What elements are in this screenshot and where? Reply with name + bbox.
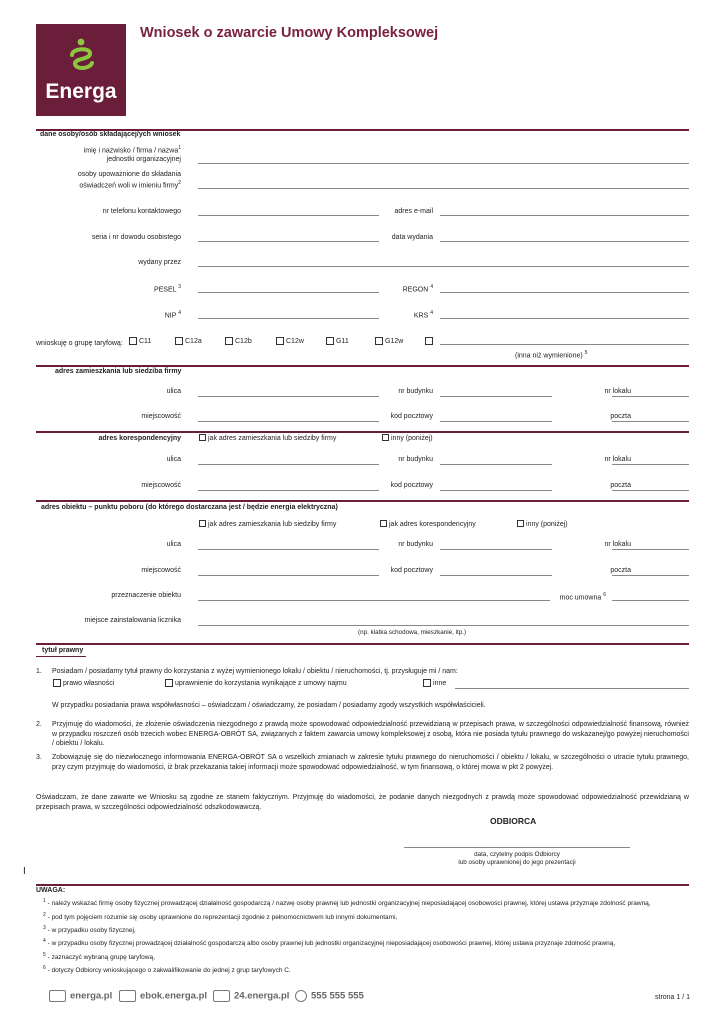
signature-field[interactable] — [404, 847, 630, 848]
power-label: moc umowna $^6$ — [559, 592, 606, 602]
note-item: $^3$ - w przypadku osoby fizycznej, — [43, 925, 136, 935]
section-correspondence: adres korespondencyjny — [98, 435, 181, 442]
issue-date-field[interactable] — [440, 241, 689, 242]
tariff-other-field[interactable] — [440, 344, 689, 345]
24h-icon — [213, 990, 230, 1002]
checkbox-icon[interactable] — [380, 520, 387, 527]
corr-postcode-field[interactable] — [440, 490, 552, 491]
krs-field[interactable] — [440, 318, 689, 319]
city-label: miejscowość — [141, 413, 181, 420]
tariff-label: wnioskuję o grupę taryfową: — [36, 340, 123, 347]
section-rule — [36, 129, 689, 131]
flat-label: nr lokalu — [604, 388, 631, 395]
section-applicant: dane osoby/osób składającej/ych wniosek — [40, 131, 181, 138]
name-label: imię i nazwisko / firma / nazwa$^1$ jednostki organizacyjnej — [83, 145, 181, 164]
nip-label: NIP $^4$ — [164, 310, 181, 320]
tariff-option-other[interactable] — [425, 337, 435, 346]
regon-label: REGON $^4$ — [402, 284, 433, 294]
tariff-option-c11[interactable]: C11 — [129, 337, 151, 346]
section-rule — [36, 431, 689, 433]
corr-post-label: poczta — [610, 482, 631, 489]
issued-by-label: wydany przez — [138, 259, 181, 266]
corr-opt-other[interactable]: inny (poniżej) — [382, 434, 433, 443]
note-item: $^4$ - w przypadku osoby fizycznej prowadzącej działalność gospodarczą albo osoby prawnej lub jednostki organizacyjnej nieposiadającej osobowości prawnej, której ustawa przyznaje zdolność prawną, — [43, 938, 616, 948]
building-label: nr budynku — [398, 388, 433, 395]
tariff-option-c12b[interactable]: C12b — [225, 337, 252, 346]
obj-postcode-label: kod pocztowy — [390, 567, 433, 574]
checkbox-icon[interactable] — [382, 434, 389, 441]
obj-city-label: miejscowość — [141, 567, 181, 574]
checkbox-icon[interactable] — [517, 520, 524, 527]
signature-caption: data, czytelny podpis Odbiorcy lub osoby uprawnionej do jego prezentacji — [458, 851, 576, 866]
obj-post-label: poczta — [610, 567, 631, 574]
footer-link-www[interactable]: energa.pl — [49, 990, 112, 1002]
obj-opt-same[interactable]: jak adres zamieszkania lub siedziby firmy — [199, 520, 336, 529]
obj-street-field[interactable] — [198, 549, 379, 550]
building-field[interactable] — [440, 396, 552, 397]
phone-field[interactable] — [198, 215, 379, 216]
email-field[interactable] — [440, 215, 689, 216]
postcode-label: kod pocztowy — [390, 413, 433, 420]
pesel-field[interactable] — [198, 292, 379, 293]
tariff-option-g11[interactable]: G11 — [326, 337, 349, 346]
flat-field[interactable] — [612, 396, 689, 397]
section-rule — [36, 884, 689, 886]
coowner-statement: W przypadku posiadania prawa współwłasności – oświadczam / oświadczamy, że posiadam / posiadamy zgody wszystkich współwłaścicieli. — [52, 702, 486, 709]
krs-label: KRS $^4$ — [413, 310, 433, 320]
item-3-text: Zobowiązuję się do niezwłocznego informowania ENERGA-OBRÓT SA o wszelkich zmianach w zakresie tytułu prawnego do nieruchomości / obiektu / lokalu, w szczególności o utracie tytułu prawnego, przy czym przyjmuję do wiadomości, iż brak przekazania takiej informacji może spowodować odpowiedzialność, w tym finansową, o której mowa w pkt 2 powyżej. — [52, 754, 689, 771]
checkbox-icon[interactable] — [199, 520, 206, 527]
corr-postcode-label: kod pocztowy — [390, 482, 433, 489]
email-label: adres e-mail — [394, 208, 433, 215]
obj-opt-other[interactable]: inny (poniżej) — [517, 520, 568, 529]
obj-post-field[interactable] — [612, 575, 689, 576]
recipient-heading: ODBIORCA — [490, 816, 537, 826]
notes-list — [43, 896, 689, 976]
section-rule — [36, 365, 689, 367]
tariff-option-c12w[interactable]: C12w — [276, 337, 304, 346]
corr-building-field[interactable] — [440, 464, 552, 465]
section-rule — [36, 500, 689, 502]
name-field[interactable] — [198, 163, 689, 164]
obj-building-label: nr budynku — [398, 541, 433, 548]
side-mark: I — [23, 866, 26, 877]
right-other-field[interactable] — [455, 688, 689, 689]
checkbox-icon[interactable] — [326, 337, 334, 345]
footer-link-ebok[interactable]: ebok.energa.pl — [119, 990, 207, 1002]
power-field[interactable] — [612, 600, 689, 601]
note-item: $^1$ - należy wskazać firmę osoby fizycznej prowadzącej działalność gospodarczą / nazwę osoby prawnej lub jednostki organizacyjnej nieposiadającej osobowości prawnej, której ustawa przyznaje zdolność prawną, — [43, 898, 651, 908]
meter-place-field[interactable] — [198, 625, 689, 626]
section-object: adres obiektu – punktu poboru (do którego dostarczana jest / będzie energia elektryczna) — [41, 504, 338, 511]
pesel-label: PESEL $^3$ — [153, 284, 181, 294]
note-item: $^5$ - zaznaczyć wybraną grupę taryfową, — [43, 951, 155, 961]
purpose-field[interactable] — [198, 600, 550, 601]
www-icon — [49, 990, 66, 1002]
corr-city-field[interactable] — [198, 490, 379, 491]
corr-street-label: ulica — [166, 456, 181, 463]
checkbox-icon[interactable] — [165, 679, 173, 687]
section-rule — [36, 656, 86, 657]
purpose-label: przeznaczenie obiektu — [111, 592, 181, 599]
item-2-text: Przyjmuję do wiadomości, że złożenie oświadczenia niezgodnego z prawdą może spowodować odpowiedzialność przewidzianą w przepisach prawa, w szczególności odpowiedzialność finansową, również w przypadku roszczeń osób trzecich wobec ENERGA-OBRÓT SA, związanych z faktem zawarcia umowy kompleksowej z osobą, która nie posiada tytułu prawnego do wskazanej/go powyżej nieruchomości / obiektu / lokalu. — [52, 721, 689, 747]
street-field[interactable] — [198, 396, 379, 397]
checkbox-icon[interactable] — [129, 337, 137, 345]
checkbox-icon[interactable] — [425, 337, 433, 345]
obj-street-label: ulica — [166, 541, 181, 548]
corr-post-field[interactable] — [612, 490, 689, 491]
footer-link-24[interactable]: 24.energa.pl — [213, 990, 289, 1002]
city-field[interactable] — [198, 421, 379, 422]
checkbox-icon[interactable] — [199, 434, 206, 441]
energa-logo — [36, 24, 126, 116]
corr-street-field[interactable] — [198, 464, 379, 465]
item-1-number: 1. — [36, 668, 42, 675]
regon-field[interactable] — [440, 292, 689, 293]
checkbox-icon[interactable] — [225, 337, 233, 345]
obj-flat-label: nr lokalu — [604, 541, 631, 548]
corr-opt-same[interactable]: jak adres zamieszkania lub siedziby firmy — [199, 434, 336, 443]
tariff-other-hint: (inna niż wymienione) $^5$ — [515, 350, 588, 360]
postcode-field[interactable] — [440, 421, 552, 422]
obj-flat-field[interactable] — [612, 549, 689, 550]
obj-opt-corr[interactable]: jak adres korespondencyjny — [380, 520, 476, 529]
right-other-option[interactable]: inne — [423, 679, 446, 688]
item-1-text: Posiadam / posiadamy tytuł prawny do korzystania z wyżej wymienionego lokalu / obiektu / nieruchomości, tj. przysługuje mi / nam: — [52, 668, 458, 675]
issued-by-field[interactable] — [198, 266, 689, 267]
logo-wordmark: Energa — [45, 80, 117, 103]
meter-place-label: miejsce zainstalowania licznika — [84, 617, 181, 624]
right-ownership-option[interactable]: prawo własności — [53, 679, 114, 688]
meter-place-hint: (np. klatka schodowa, mieszkanie, itp.) — [358, 629, 467, 636]
id-number-field[interactable] — [198, 241, 379, 242]
right-permission-option[interactable]: uprawnienie do korzystania wynikające z umowy najmu — [165, 679, 347, 688]
corr-flat-label: nr lokalu — [604, 456, 631, 463]
street-label: ulica — [166, 388, 181, 395]
phone-icon — [295, 990, 307, 1002]
representative-field[interactable] — [198, 188, 689, 189]
obj-city-field[interactable] — [198, 575, 379, 576]
checkbox-icon[interactable] — [53, 679, 61, 687]
issue-date-label: data wydania — [391, 234, 433, 241]
tariff-option-g12w[interactable]: G12w — [375, 337, 403, 346]
corr-flat-field[interactable] — [612, 464, 689, 465]
nip-field[interactable] — [198, 318, 379, 319]
ebok-icon — [119, 990, 136, 1002]
representative-label: osoby upoważnione do składania oświadczeń woli w imieniu firmy$^2$ — [77, 171, 181, 190]
checkbox-icon[interactable] — [276, 337, 284, 345]
item-3-number: 3. — [36, 754, 42, 761]
corr-city-label: miejscowość — [141, 482, 181, 489]
checkbox-icon[interactable] — [375, 337, 383, 345]
section-title-rights: tytuł prawny — [42, 647, 84, 654]
obj-building-field[interactable] — [440, 549, 552, 550]
item-2-number: 2. — [36, 721, 42, 728]
note-item: $^6$ - dotyczy Odbiorcy wnioskującego o zakwalifikowanie do jednej z grup taryfowych C. — [43, 964, 291, 974]
section-rule — [36, 643, 689, 645]
tariff-option-c12a[interactable]: C12a — [175, 337, 202, 346]
post-field[interactable] — [612, 421, 689, 422]
footer-phone[interactable]: 555 555 555 — [295, 990, 364, 1002]
corr-building-label: nr budynku — [398, 456, 433, 463]
energa-swirl-icon — [66, 38, 96, 74]
post-label: poczta — [610, 413, 631, 420]
note-item: $^2$ - pod tym pojęciem rozumie się osoby uprawnione do reprezentacji zgodnie z pełnomocnictwem lub innymi dokumentami, — [43, 912, 398, 922]
notes-title: UWAGA: — [36, 887, 66, 894]
page-number: strona 1 / 1 — [655, 994, 691, 1001]
obj-postcode-field[interactable] — [440, 575, 552, 576]
form-title: Wniosek o zawarcie Umowy Kompleksowej — [140, 25, 439, 41]
phone-label: nr telefonu kontaktowego — [102, 208, 181, 215]
id-number-label: seria i nr dowodu osobistego — [91, 234, 181, 241]
section-address: adres zamieszkania lub siedziba firmy — [55, 368, 182, 375]
checkbox-icon[interactable] — [175, 337, 183, 345]
checkbox-icon[interactable] — [423, 679, 431, 687]
declaration-text: Oświadczam, że dane zawarte we Wniosku są zgodne ze stanem faktycznym. Przyjmuję do wiadomości, że podanie danych niezgodnych z prawdą może spowodować odpowiedzialność przewidzianą w przepisach prawa, w szczególności odpowiedzialność odszkodowawczą. — [36, 794, 689, 811]
